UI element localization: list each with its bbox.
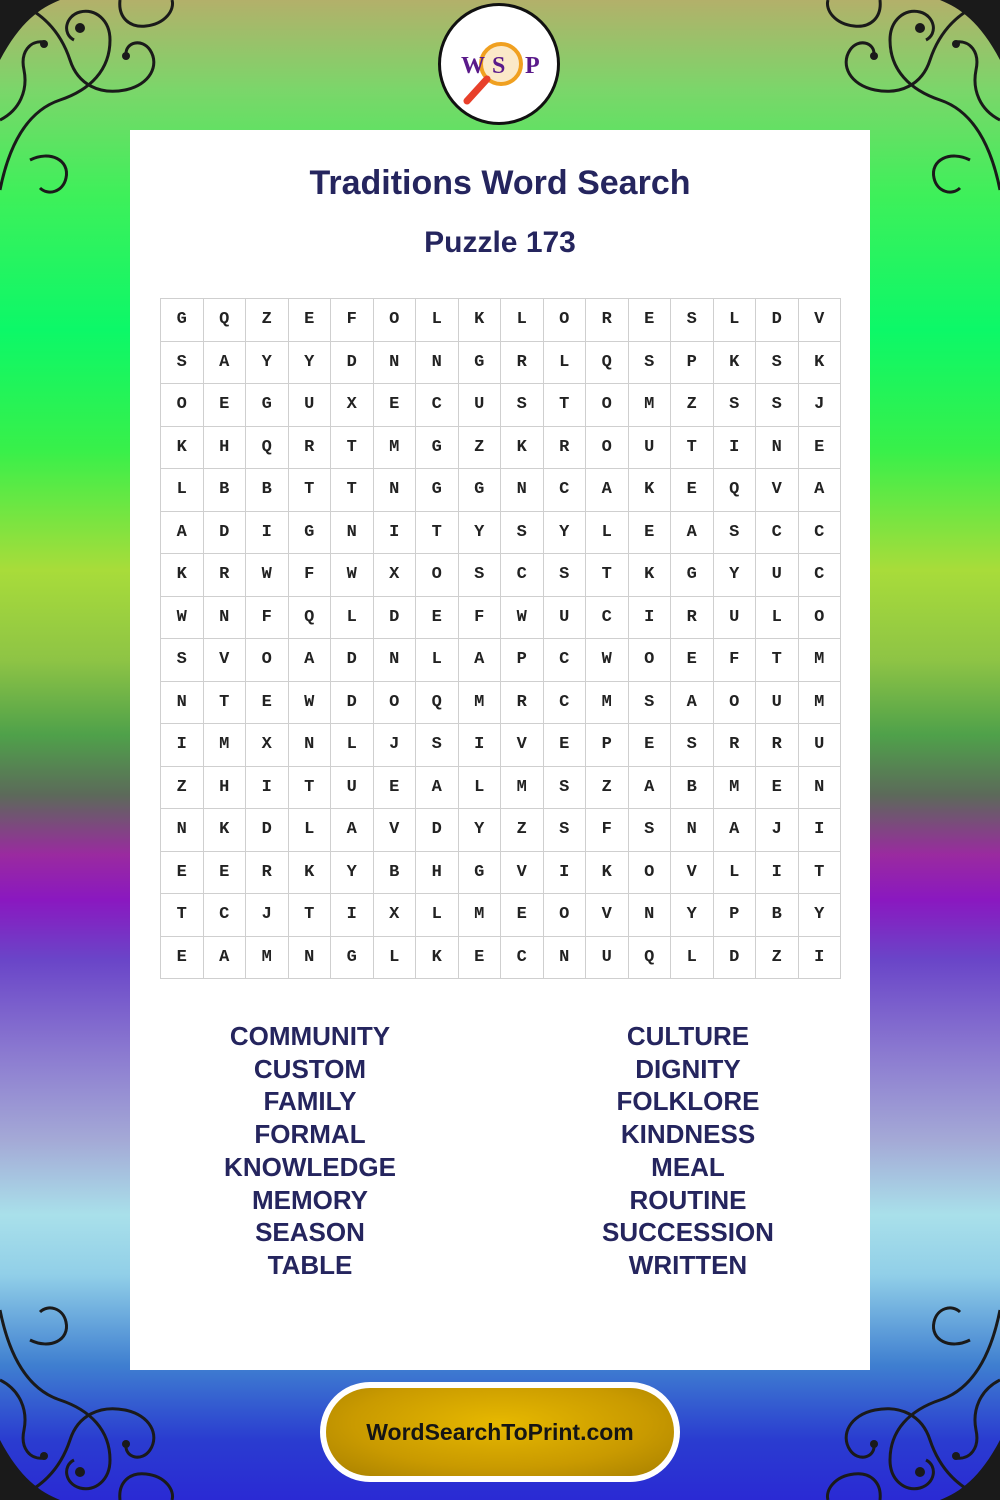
grid-cell[interactable]: K: [799, 342, 842, 385]
grid-cell[interactable]: E: [671, 469, 714, 512]
grid-cell[interactable]: I: [714, 427, 757, 470]
grid-cell[interactable]: R: [714, 724, 757, 767]
grid-cell[interactable]: I: [331, 894, 374, 937]
grid-cell[interactable]: A: [799, 469, 842, 512]
grid-cell[interactable]: N: [756, 427, 799, 470]
grid-cell[interactable]: U: [756, 554, 799, 597]
word-item: MEMORY: [251, 1184, 369, 1215]
grid-cell[interactable]: V: [374, 809, 417, 852]
grid-cell[interactable]: R: [671, 597, 714, 640]
grid-cell[interactable]: A: [204, 937, 247, 980]
grid-cell[interactable]: K: [629, 469, 672, 512]
grid-cell[interactable]: J: [246, 894, 289, 937]
grid-cell[interactable]: L: [416, 639, 459, 682]
grid-cell[interactable]: T: [416, 512, 459, 555]
grid-cell[interactable]: N: [289, 724, 332, 767]
grid-cell[interactable]: S: [629, 342, 672, 385]
grid-cell[interactable]: G: [671, 554, 714, 597]
grid-cell[interactable]: A: [714, 809, 757, 852]
grid-cell[interactable]: V: [586, 894, 629, 937]
grid-cell[interactable]: C: [501, 937, 544, 980]
grid-cell[interactable]: E: [161, 852, 204, 895]
grid-cell[interactable]: G: [416, 469, 459, 512]
grid-cell[interactable]: E: [501, 894, 544, 937]
grid-cell[interactable]: C: [416, 384, 459, 427]
grid-cell[interactable]: A: [671, 512, 714, 555]
grid-cell[interactable]: K: [501, 427, 544, 470]
word-item: CULTURE: [626, 1021, 750, 1051]
grid-cell[interactable]: T: [289, 469, 332, 512]
grid-cell[interactable]: P: [501, 639, 544, 682]
grid-cell[interactable]: N: [374, 342, 417, 385]
grid-cell[interactable]: P: [714, 894, 757, 937]
grid-cell[interactable]: L: [416, 894, 459, 937]
grid-cell[interactable]: A: [289, 639, 332, 682]
grid-cell[interactable]: L: [331, 724, 374, 767]
grid-cell[interactable]: L: [671, 937, 714, 980]
grid-cell[interactable]: S: [416, 724, 459, 767]
grid-cell[interactable]: F: [714, 639, 757, 682]
grid-cell[interactable]: W: [161, 597, 204, 640]
grid-cell[interactable]: P: [586, 724, 629, 767]
grid-cell[interactable]: V: [501, 852, 544, 895]
grid-cell[interactable]: M: [714, 767, 757, 810]
grid-cell[interactable]: Y: [289, 342, 332, 385]
grid-cell[interactable]: X: [246, 724, 289, 767]
grid-cell[interactable]: W: [246, 554, 289, 597]
grid-cell[interactable]: G: [161, 299, 204, 342]
word-item: FAMILY: [263, 1086, 357, 1117]
puzzle-number: Puzzle 173: [424, 226, 576, 259]
grid-cell[interactable]: X: [331, 384, 374, 427]
grid-cell[interactable]: T: [756, 639, 799, 682]
grid-cell[interactable]: L: [756, 597, 799, 640]
word-item: COMMUNITY: [229, 1021, 391, 1051]
puzzle-panel: [130, 130, 870, 1370]
grid-cell[interactable]: O: [544, 299, 587, 342]
grid-cell[interactable]: N: [629, 894, 672, 937]
grid-cell[interactable]: D: [246, 809, 289, 852]
word-item: SUCCESSION: [602, 1217, 774, 1248]
grid-cell[interactable]: X: [374, 894, 417, 937]
grid-cell[interactable]: S: [629, 682, 672, 725]
word-item: WRITTEN: [628, 1249, 748, 1280]
grid-cell[interactable]: N: [416, 342, 459, 385]
grid-cell[interactable]: D: [756, 299, 799, 342]
grid-cell[interactable]: E: [756, 767, 799, 810]
grid-cell[interactable]: M: [586, 682, 629, 725]
grid-cell[interactable]: T: [586, 554, 629, 597]
grid-cell[interactable]: I: [246, 767, 289, 810]
grid-cell[interactable]: N: [501, 469, 544, 512]
grid-cell[interactable]: Q: [204, 299, 247, 342]
grid-cell[interactable]: V: [671, 852, 714, 895]
grid-cell[interactable]: K: [289, 852, 332, 895]
grid-cell[interactable]: Y: [331, 852, 374, 895]
grid-cell[interactable]: T: [204, 682, 247, 725]
magnifier-icon: [441, 6, 557, 122]
grid-cell[interactable]: C: [544, 682, 587, 725]
grid-cell[interactable]: O: [416, 554, 459, 597]
grid-cell[interactable]: L: [161, 469, 204, 512]
grid-cell[interactable]: M: [501, 767, 544, 810]
grid-cell[interactable]: E: [671, 639, 714, 682]
grid-cell[interactable]: C: [799, 554, 842, 597]
grid-cell[interactable]: V: [799, 299, 842, 342]
grid-cell[interactable]: K: [416, 937, 459, 980]
word-item: MEAL: [651, 1151, 725, 1182]
grid-cell[interactable]: V: [204, 639, 247, 682]
grid-cell[interactable]: M: [799, 682, 842, 725]
grid-cell[interactable]: L: [289, 809, 332, 852]
grid-cell[interactable]: O: [586, 427, 629, 470]
grid-cell[interactable]: R: [756, 724, 799, 767]
grid-cell[interactable]: E: [289, 299, 332, 342]
grid-cell[interactable]: K: [629, 554, 672, 597]
grid-cell[interactable]: S: [756, 342, 799, 385]
grid-cell[interactable]: C: [756, 512, 799, 555]
grid-cell[interactable]: E: [374, 767, 417, 810]
grid-cell[interactable]: Z: [501, 809, 544, 852]
grid-cell[interactable]: D: [416, 809, 459, 852]
grid-cell[interactable]: T: [544, 384, 587, 427]
grid-cell[interactable]: Q: [289, 597, 332, 640]
grid-cell[interactable]: S: [714, 512, 757, 555]
grid-cell[interactable]: Z: [161, 767, 204, 810]
grid-cell[interactable]: S: [671, 299, 714, 342]
grid-cell[interactable]: U: [799, 724, 842, 767]
grid-cell[interactable]: W: [331, 554, 374, 597]
grid-cell[interactable]: D: [331, 682, 374, 725]
word-item: SEASON: [255, 1217, 365, 1248]
grid-cell[interactable]: L: [459, 767, 502, 810]
grid-cell[interactable]: R: [289, 427, 332, 470]
grid-cell[interactable]: N: [204, 597, 247, 640]
grid-cell[interactable]: I: [756, 852, 799, 895]
grid-cell[interactable]: B: [756, 894, 799, 937]
grid-cell[interactable]: S: [501, 384, 544, 427]
word-list-left: [130, 1020, 490, 1282]
grid-cell[interactable]: L: [544, 342, 587, 385]
word-item: CUSTOM: [253, 1053, 367, 1084]
grid-cell[interactable]: O: [161, 384, 204, 427]
grid-cell[interactable]: O: [374, 682, 417, 725]
grid-cell[interactable]: A: [331, 809, 374, 852]
grid-cell[interactable]: N: [289, 937, 332, 980]
grid-cell[interactable]: S: [544, 809, 587, 852]
grid-cell[interactable]: A: [629, 767, 672, 810]
grid-cell[interactable]: I: [544, 852, 587, 895]
word-item: KNOWLEDGE: [224, 1151, 396, 1182]
grid-cell[interactable]: Z: [246, 299, 289, 342]
grid-cell[interactable]: M: [459, 894, 502, 937]
letter-grid: [160, 298, 841, 979]
grid-cell[interactable]: S: [459, 554, 502, 597]
grid-cell[interactable]: E: [374, 384, 417, 427]
grid-cell[interactable]: K: [459, 299, 502, 342]
grid-cell[interactable]: V: [756, 469, 799, 512]
grid-cell[interactable]: F: [246, 597, 289, 640]
grid-cell[interactable]: O: [544, 894, 587, 937]
grid-cell[interactable]: Q: [586, 342, 629, 385]
grid-cell[interactable]: W: [289, 682, 332, 725]
grid-cell[interactable]: J: [799, 384, 842, 427]
grid-cell[interactable]: N: [161, 682, 204, 725]
grid-cell[interactable]: U: [289, 384, 332, 427]
grid-cell[interactable]: H: [204, 427, 247, 470]
grid-cell[interactable]: K: [714, 342, 757, 385]
grid-cell[interactable]: D: [204, 512, 247, 555]
grid-cell[interactable]: F: [331, 299, 374, 342]
page-title: Traditions Word Search: [309, 164, 691, 202]
grid-cell[interactable]: E: [204, 852, 247, 895]
grid-cell[interactable]: A: [586, 469, 629, 512]
grid-cell[interactable]: D: [331, 639, 374, 682]
grid-cell[interactable]: G: [459, 469, 502, 512]
grid-cell[interactable]: Z: [756, 937, 799, 980]
grid-cell[interactable]: S: [671, 724, 714, 767]
grid-cell[interactable]: Y: [459, 512, 502, 555]
grid-cell[interactable]: E: [544, 724, 587, 767]
grid-cell[interactable]: O: [714, 682, 757, 725]
logo-letter-w: W: [461, 53, 485, 79]
word-item: FOLKLORE: [616, 1086, 760, 1117]
grid-cell[interactable]: R: [501, 682, 544, 725]
grid-cell[interactable]: W: [501, 597, 544, 640]
grid-cell[interactable]: C: [544, 639, 587, 682]
grid-cell[interactable]: G: [459, 852, 502, 895]
grid-cell[interactable]: I: [629, 597, 672, 640]
grid-cell[interactable]: A: [161, 512, 204, 555]
grid-cell[interactable]: B: [671, 767, 714, 810]
grid-cell[interactable]: N: [331, 512, 374, 555]
grid-cell[interactable]: S: [629, 809, 672, 852]
grid-cell[interactable]: N: [374, 469, 417, 512]
wsp-logo[interactable]: [438, 3, 560, 125]
grid-cell[interactable]: R: [544, 427, 587, 470]
grid-cell[interactable]: L: [331, 597, 374, 640]
grid-cell[interactable]: A: [416, 767, 459, 810]
word-item: KINDNESS: [620, 1119, 756, 1150]
grid-cell[interactable]: N: [671, 809, 714, 852]
grid-cell[interactable]: Y: [246, 342, 289, 385]
grid-cell[interactable]: C: [586, 597, 629, 640]
site-badge[interactable]: [320, 1382, 680, 1482]
grid-cell[interactable]: I: [459, 724, 502, 767]
grid-cell[interactable]: R: [586, 299, 629, 342]
grid-cell[interactable]: O: [374, 299, 417, 342]
grid-cell[interactable]: J: [756, 809, 799, 852]
grid-cell[interactable]: W: [586, 639, 629, 682]
site-link[interactable]: WordSearchToPrint.com: [326, 1388, 674, 1476]
grid-cell[interactable]: Z: [586, 767, 629, 810]
grid-cell[interactable]: I: [799, 809, 842, 852]
grid-cell[interactable]: G: [246, 384, 289, 427]
grid-cell[interactable]: Y: [714, 554, 757, 597]
grid-cell[interactable]: Y: [799, 894, 842, 937]
grid-cell[interactable]: E: [799, 427, 842, 470]
grid-cell[interactable]: V: [501, 724, 544, 767]
grid-cell[interactable]: Y: [671, 894, 714, 937]
grid-cell[interactable]: E: [246, 682, 289, 725]
word-item: FORMAL: [254, 1119, 366, 1150]
grid-cell[interactable]: S: [544, 554, 587, 597]
grid-cell[interactable]: T: [161, 894, 204, 937]
grid-cell[interactable]: M: [799, 639, 842, 682]
grid-cell[interactable]: C: [204, 894, 247, 937]
grid-cell[interactable]: B: [204, 469, 247, 512]
grid-cell[interactable]: E: [629, 724, 672, 767]
grid-cell[interactable]: D: [374, 597, 417, 640]
grid-cell[interactable]: E: [161, 937, 204, 980]
grid-cell[interactable]: U: [756, 682, 799, 725]
grid-cell[interactable]: R: [501, 342, 544, 385]
grid-cell[interactable]: Z: [459, 427, 502, 470]
word-list-right: [508, 1020, 868, 1282]
grid-cell[interactable]: C: [799, 512, 842, 555]
grid-cell[interactable]: F: [586, 809, 629, 852]
grid-cell[interactable]: M: [629, 384, 672, 427]
grid-cell[interactable]: Y: [544, 512, 587, 555]
grid-cell[interactable]: E: [204, 384, 247, 427]
grid-cell[interactable]: I: [374, 512, 417, 555]
grid-cell[interactable]: C: [501, 554, 544, 597]
grid-cell[interactable]: G: [289, 512, 332, 555]
grid-cell[interactable]: X: [374, 554, 417, 597]
grid-cell[interactable]: K: [161, 554, 204, 597]
grid-cell[interactable]: N: [161, 809, 204, 852]
grid-cell[interactable]: R: [204, 554, 247, 597]
grid-cell[interactable]: D: [331, 342, 374, 385]
grid-cell[interactable]: O: [586, 384, 629, 427]
grid-cell[interactable]: Y: [459, 809, 502, 852]
logo-letter-p: P: [525, 53, 540, 79]
grid-cell[interactable]: J: [374, 724, 417, 767]
grid-cell[interactable]: O: [629, 639, 672, 682]
grid-cell[interactable]: S: [161, 342, 204, 385]
grid-cell[interactable]: R: [246, 852, 289, 895]
grid-cell[interactable]: E: [459, 937, 502, 980]
grid-cell[interactable]: Q: [714, 469, 757, 512]
grid-cell[interactable]: B: [246, 469, 289, 512]
grid-cell[interactable]: G: [459, 342, 502, 385]
grid-cell[interactable]: S: [714, 384, 757, 427]
grid-cell[interactable]: A: [204, 342, 247, 385]
grid-cell[interactable]: K: [204, 809, 247, 852]
grid-cell[interactable]: E: [416, 597, 459, 640]
grid-cell[interactable]: M: [459, 682, 502, 725]
grid-cell[interactable]: O: [799, 597, 842, 640]
grid-cell[interactable]: Q: [246, 427, 289, 470]
grid-cell[interactable]: D: [714, 937, 757, 980]
grid-cell[interactable]: E: [629, 512, 672, 555]
grid-cell[interactable]: L: [586, 512, 629, 555]
word-item: TABLE: [267, 1249, 353, 1280]
grid-cell[interactable]: F: [289, 554, 332, 597]
grid-cell[interactable]: T: [331, 469, 374, 512]
grid-cell[interactable]: S: [501, 512, 544, 555]
grid-cell[interactable]: G: [416, 427, 459, 470]
grid-cell[interactable]: A: [671, 682, 714, 725]
grid-cell[interactable]: F: [459, 597, 502, 640]
grid-cell[interactable]: T: [289, 767, 332, 810]
grid-cell[interactable]: B: [374, 852, 417, 895]
grid-cell[interactable]: N: [544, 937, 587, 980]
grid-cell[interactable]: U: [714, 597, 757, 640]
grid-cell[interactable]: Q: [629, 937, 672, 980]
grid-cell[interactable]: S: [544, 767, 587, 810]
grid-cell[interactable]: I: [246, 512, 289, 555]
grid-cell[interactable]: E: [629, 299, 672, 342]
grid-cell[interactable]: C: [544, 469, 587, 512]
grid-cell[interactable]: U: [586, 937, 629, 980]
word-item: DIGNITY: [635, 1053, 741, 1084]
grid-cell[interactable]: T: [671, 427, 714, 470]
grid-cell[interactable]: H: [204, 767, 247, 810]
grid-cell[interactable]: G: [331, 937, 374, 980]
grid-cell[interactable]: T: [289, 894, 332, 937]
grid-cell[interactable]: U: [331, 767, 374, 810]
grid-cell[interactable]: L: [714, 299, 757, 342]
grid-cell[interactable]: U: [544, 597, 587, 640]
grid-cell[interactable]: O: [246, 639, 289, 682]
grid-cell[interactable]: Q: [416, 682, 459, 725]
grid-cell[interactable]: U: [629, 427, 672, 470]
logo-letter-s: S: [492, 53, 506, 79]
grid-cell[interactable]: Z: [671, 384, 714, 427]
grid-cell[interactable]: L: [714, 852, 757, 895]
grid-cell[interactable]: I: [161, 724, 204, 767]
grid-cell[interactable]: M: [374, 427, 417, 470]
grid-cell[interactable]: K: [161, 427, 204, 470]
grid-cell[interactable]: N: [374, 639, 417, 682]
grid-cell[interactable]: T: [331, 427, 374, 470]
grid-cell[interactable]: U: [459, 384, 502, 427]
grid-cell[interactable]: S: [161, 639, 204, 682]
grid-cell[interactable]: T: [799, 852, 842, 895]
grid-cell[interactable]: K: [586, 852, 629, 895]
grid-cell[interactable]: H: [416, 852, 459, 895]
grid-cell[interactable]: I: [799, 937, 842, 980]
grid-cell[interactable]: M: [204, 724, 247, 767]
grid-cell[interactable]: O: [629, 852, 672, 895]
grid-cell[interactable]: L: [501, 299, 544, 342]
grid-cell[interactable]: M: [246, 937, 289, 980]
grid-cell[interactable]: L: [374, 937, 417, 980]
grid-cell[interactable]: N: [799, 767, 842, 810]
grid-cell[interactable]: S: [756, 384, 799, 427]
grid-cell[interactable]: L: [416, 299, 459, 342]
grid-cell[interactable]: A: [459, 639, 502, 682]
grid-cell[interactable]: P: [671, 342, 714, 385]
word-item: ROUTINE: [629, 1184, 747, 1215]
